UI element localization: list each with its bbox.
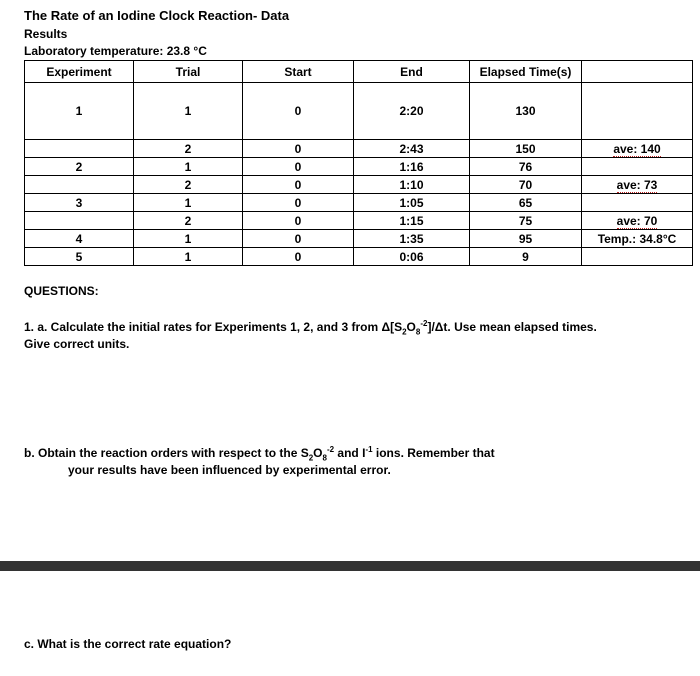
cell-experiment — [25, 176, 134, 194]
cell-trial: 1 — [134, 158, 243, 176]
cell-end: 1:05 — [354, 194, 470, 212]
cell-elapsed: 76 — [470, 158, 582, 176]
cell-elapsed: 95 — [470, 230, 582, 248]
header-notes — [582, 61, 693, 83]
cell-elapsed: 75 — [470, 212, 582, 230]
header-elapsed-time: Elapsed Time(s) — [470, 61, 582, 83]
cell-end: 2:43 — [354, 140, 470, 158]
cell-experiment — [25, 212, 134, 230]
cell-end: 1:15 — [354, 212, 470, 230]
questions-heading: QUESTIONS: — [24, 284, 99, 298]
cell-elapsed: 9 — [470, 248, 582, 266]
table-row — [25, 248, 693, 266]
cell-trial: 2 — [134, 140, 243, 158]
cell-elapsed: 130 — [470, 83, 582, 140]
data-table — [24, 60, 693, 266]
table-row — [25, 158, 693, 176]
cell-note — [582, 194, 693, 212]
header-end: End — [354, 61, 470, 83]
q1a-suffix: ]/Δt. Use mean elapsed times. — [427, 320, 597, 334]
average-label: ave: 140 — [613, 141, 661, 156]
cell-end: 1:35 — [354, 230, 470, 248]
cell-elapsed: 70 — [470, 176, 582, 194]
cell-trial: 1 — [134, 83, 243, 140]
results-subtitle: Results — [24, 27, 68, 41]
cell-trial: 2 — [134, 176, 243, 194]
cell-experiment: 2 — [25, 158, 134, 176]
question-1a-continued: Give correct units. — [24, 337, 130, 351]
cell-trial: 1 — [134, 194, 243, 212]
qb-oxygen: O — [313, 446, 323, 460]
table-row — [25, 176, 693, 194]
document-title: The Rate of an Iodine Clock Reaction- Data — [24, 8, 290, 23]
average-label: ave: 70 — [616, 213, 658, 228]
cell-note — [582, 158, 693, 176]
cell-average — [582, 176, 693, 194]
cell-start: 0 — [243, 176, 354, 194]
cell-elapsed: 150 — [470, 140, 582, 158]
table-row — [25, 212, 693, 230]
cell-trial: 2 — [134, 212, 243, 230]
cell-start: 0 — [243, 140, 354, 158]
cell-start: 0 — [243, 230, 354, 248]
cell-experiment: 5 — [25, 248, 134, 266]
cell-experiment: 3 — [25, 194, 134, 212]
cell-start: 0 — [243, 158, 354, 176]
cell-end: 1:16 — [354, 158, 470, 176]
header-trial: Trial — [134, 61, 243, 83]
cell-end: 1:10 — [354, 176, 470, 194]
qb-charge-1: -2 — [326, 445, 335, 454]
qb-sub-8: 8 — [322, 453, 327, 463]
question-1a — [24, 319, 597, 336]
table-row — [25, 194, 693, 212]
qb-sub-2: 2 — [308, 453, 314, 463]
cell-note — [582, 248, 693, 266]
table-row — [25, 140, 693, 158]
qb-charge-2: -1 — [365, 445, 373, 454]
q1a-oxygen: O — [406, 320, 416, 334]
page-divider — [0, 561, 700, 571]
cell-start: 0 — [243, 212, 354, 230]
q1a-charge: -2 — [420, 319, 428, 328]
cell-end: 2:20 — [354, 83, 470, 140]
cell-experiment — [25, 140, 134, 158]
cell-end: 0:06 — [354, 248, 470, 266]
lab-temperature: Laboratory temperature: 23.8 °C — [24, 44, 207, 58]
cell-start: 0 — [243, 194, 354, 212]
cell-elapsed: 65 — [470, 194, 582, 212]
cell-average — [582, 140, 693, 158]
question-1c: c. What is the correct rate equation? — [24, 637, 232, 651]
q1a-sub-2: 2 — [402, 327, 407, 337]
cell-trial: 1 — [134, 248, 243, 266]
table-header-row — [25, 61, 693, 83]
header-start: Start — [243, 61, 354, 83]
average-label: ave: 73 — [616, 177, 658, 192]
q1a-sub-8: 8 — [415, 327, 421, 337]
table-row — [25, 83, 693, 140]
cell-temperature: Temp.: 34.8°C — [582, 230, 693, 248]
cell-note — [582, 83, 693, 140]
question-1b — [24, 445, 495, 462]
cell-trial: 1 — [134, 230, 243, 248]
cell-start: 0 — [243, 83, 354, 140]
header-experiment: Experiment — [25, 61, 134, 83]
cell-experiment: 4 — [25, 230, 134, 248]
cell-start: 0 — [243, 248, 354, 266]
cell-experiment: 1 — [25, 83, 134, 140]
qb-and-iodide: and I — [334, 446, 366, 460]
cell-average — [582, 212, 693, 230]
qb-suffix: ions. Remember that — [372, 446, 495, 460]
question-1b-continued: your results have been influenced by experimental error. — [68, 463, 391, 477]
table-row — [25, 230, 693, 248]
qb-prefix: b. Obtain the reaction orders with respect to the S — [24, 446, 309, 460]
q1a-prefix: 1. a. Calculate the initial rates for Experiments 1, 2, and 3 from Δ[S — [24, 320, 403, 334]
